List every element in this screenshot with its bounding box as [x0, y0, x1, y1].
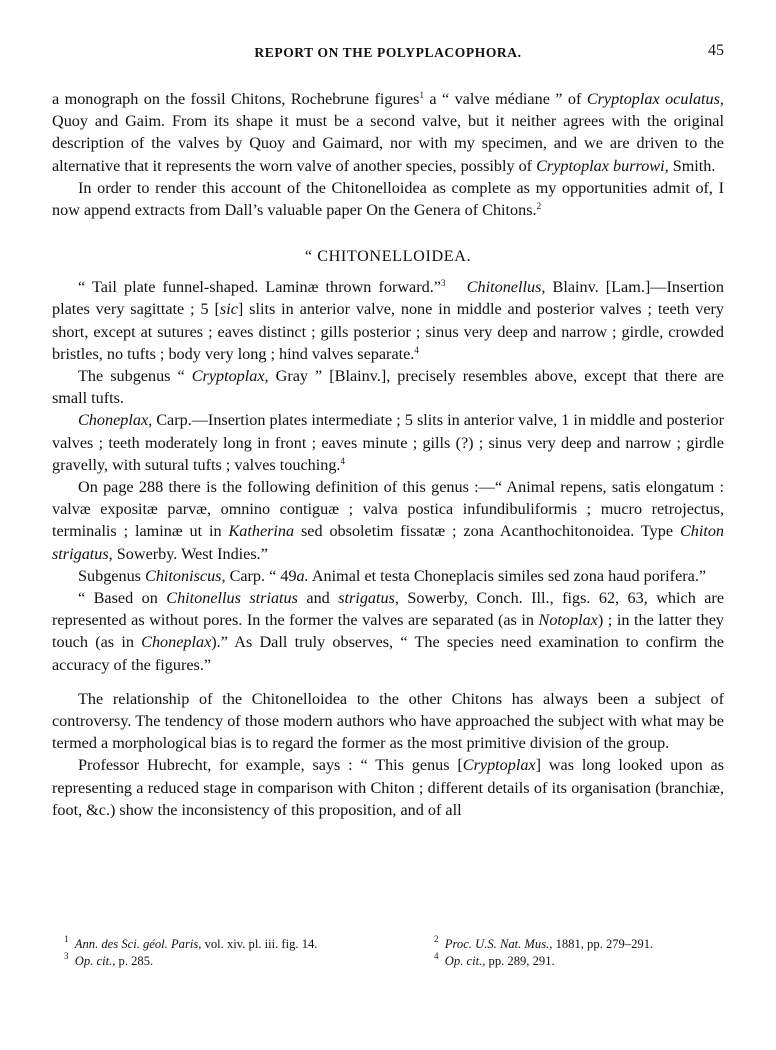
text-run: Subgenus — [78, 566, 146, 585]
footnote-number: 4 — [434, 951, 439, 961]
text-run: Carp. “ 49 — [225, 566, 297, 585]
section-heading: “ CHITONELLOIDEA. — [304, 247, 472, 266]
text-run: Sowerby. West Indies.” — [112, 544, 268, 563]
paragraph-1 — [52, 88, 724, 177]
text-run: 1881, pp. 279–291. — [552, 937, 654, 951]
footnote-ref: 4 — [414, 344, 419, 355]
text-run: a monograph on the fossil Chitons, Rochebrune figures — [52, 90, 420, 108]
text-run: The relationship of the Chitonelloidea to the other Chitons has always been a subject of controversy. The tendency of those modern authors who have approached the subject with what may be termed a morphological bias is to regard the former as the most primitive division of the group. — [52, 689, 724, 753]
paragraph-3 — [52, 276, 724, 365]
italic-run: Cryptoplax burrowi, — [536, 156, 669, 175]
body-text — [52, 88, 724, 821]
text-run: and — [297, 589, 339, 608]
page-header — [52, 40, 724, 64]
italic-run: Notoplax — [538, 611, 598, 630]
running-title: REPORT ON THE POLYPLACOPHORA. — [254, 45, 522, 60]
page-number: 45 — [708, 42, 724, 59]
footnote-number: 1 — [64, 934, 69, 944]
text-run: sed obsoletim fissatæ ; zona Acanthochitonoidea. Type — [294, 522, 680, 541]
italic-run: Choneplax, — [78, 411, 153, 430]
italic-run: sic — [219, 300, 238, 319]
paragraph-8 — [52, 587, 724, 676]
footnotes — [64, 936, 724, 970]
text-run: vol. xiv. pl. iii. fig. 14. — [201, 937, 318, 951]
paragraph-2 — [52, 177, 724, 221]
italic-run: Chitonellus, — [466, 278, 546, 297]
text-run — [445, 278, 466, 296]
footnote-ref: 3 — [440, 278, 446, 289]
text-run: In order to render this account of the Chitonelloidea as complete as my opportunities admit of, I now append extracts from Dall’s valuable paper On the Genera of Chitons. — [52, 178, 724, 220]
text-run: Quoy and Gaim. From its shape it must be a second valve, but it neither agrees with the original description of the valves by Quoy and Gaimard, nor with my specimen, and we are driven to the alternative that it represents the worn valve of another species, possibly of — [52, 112, 724, 175]
footnote-number: 2 — [434, 934, 439, 944]
text-run: Professor Hubrecht, for example, says : “ This genus [ — [78, 756, 463, 775]
italic-run: Chitoniscus, — [145, 566, 226, 585]
italic-run: Cryptoplax, — [191, 367, 269, 386]
paragraph-10 — [52, 754, 724, 821]
text-run: “ Tail plate funnel-shaped. Laminæ thrown forward.” — [78, 278, 441, 297]
footnote-row — [64, 936, 724, 953]
italic-run: Katherina — [228, 522, 295, 541]
italic-run: Choneplax — [141, 633, 212, 652]
text-run: On page 288 there is the following definition of this genus :—“ Animal repens, satis elongatum : valvæ expositæ parvæ, omnino contiguæ ; valva postica infundibuliformis ; mucro retrojectus, terminalis ; laminæ ut in — [52, 478, 724, 541]
page — [52, 40, 725, 968]
text-run: Carp.—Insertion plates intermediate ; 5 slits in anterior valve, 1 in middle and posterior valves ; teeth moderately long in front ; eaves minute ; gills (?) ; sinus very deep and narrow ; girdle gravelly, with sutural tufts ; valves touching. — [52, 411, 725, 474]
footnote-ref: 2 — [536, 201, 542, 212]
text-run: ).” As Dall truly observes, “ The species need examination to confirm the accuracy of the figures.” — [52, 633, 724, 674]
text-run: p. 285. — [115, 954, 154, 968]
italic-run: Chitonellus striatus — [166, 589, 298, 608]
text-run: ] was long looked upon as representing a reduced stage in comparison with Chiton ; different details of its organisation (branchiæ, foot, &c.) show the inconsistency of this proposition, and of all — [52, 756, 724, 819]
footnote-ref: 4 — [340, 455, 345, 466]
text-run: ] slits in anterior valve, none in middle and posterior valves ; teeth very short, except at sutures ; eaves distinct ; gills posterior ; sinus very deep and narrow ; girdle, crowded bristles, no tufts ; body very long ; hind valves separate. — [52, 300, 724, 363]
italic-run: Op. cit., — [74, 954, 116, 968]
paragraph-9 — [52, 688, 724, 755]
footnote-1 — [64, 936, 434, 953]
footnote-4 — [434, 953, 724, 970]
footnote-row — [64, 953, 724, 970]
text-run: Gray ” [Blainv.], precisely resembles above, except that there are small tufts. — [52, 367, 724, 408]
italic-run: Cryptoplax — [462, 756, 536, 775]
text-run: The subgenus “ — [78, 367, 192, 386]
footnote-number: 3 — [64, 951, 69, 961]
italic-run: Proc. U.S. Nat. Mus., — [444, 937, 553, 951]
footnote-ref: 1 — [419, 90, 424, 100]
italic-run: Op. cit., — [444, 954, 486, 968]
footnote-2 — [434, 936, 724, 953]
text-run: Blainv. [Lam.]—Insertion plates very sagittate ; 5 [ — [52, 278, 724, 319]
text-run: Sowerby, Conch. Ill., figs. 62, 63, which are represented as without pores. In the former the valves are separated (as in — [52, 589, 724, 630]
paragraph-6 — [52, 476, 724, 565]
italic-run: a. — [296, 566, 309, 585]
paragraph-4 — [52, 365, 724, 409]
paragraph-7 — [52, 565, 724, 587]
text-run: ) ; in the latter they touch (as in — [52, 611, 724, 652]
text-run: “ Based on — [78, 589, 167, 608]
footnote-3 — [64, 953, 434, 970]
paragraph-5 — [52, 409, 724, 476]
italic-run: strigatus, — [338, 589, 399, 608]
italic-run: Ann. des Sci. géol. Paris, — [74, 937, 202, 951]
text-run: pp. 289, 291. — [485, 954, 555, 968]
italic-run: Chiton strigatus, — [52, 522, 725, 563]
text-run: a “ valve médiane ” of — [423, 90, 587, 108]
text-run: Smith. — [668, 156, 716, 175]
text-run: Animal et testa Choneplacis similes sed zona haud porifera.” — [308, 566, 707, 585]
italic-run: Cryptoplax oculatus, — [586, 90, 724, 108]
